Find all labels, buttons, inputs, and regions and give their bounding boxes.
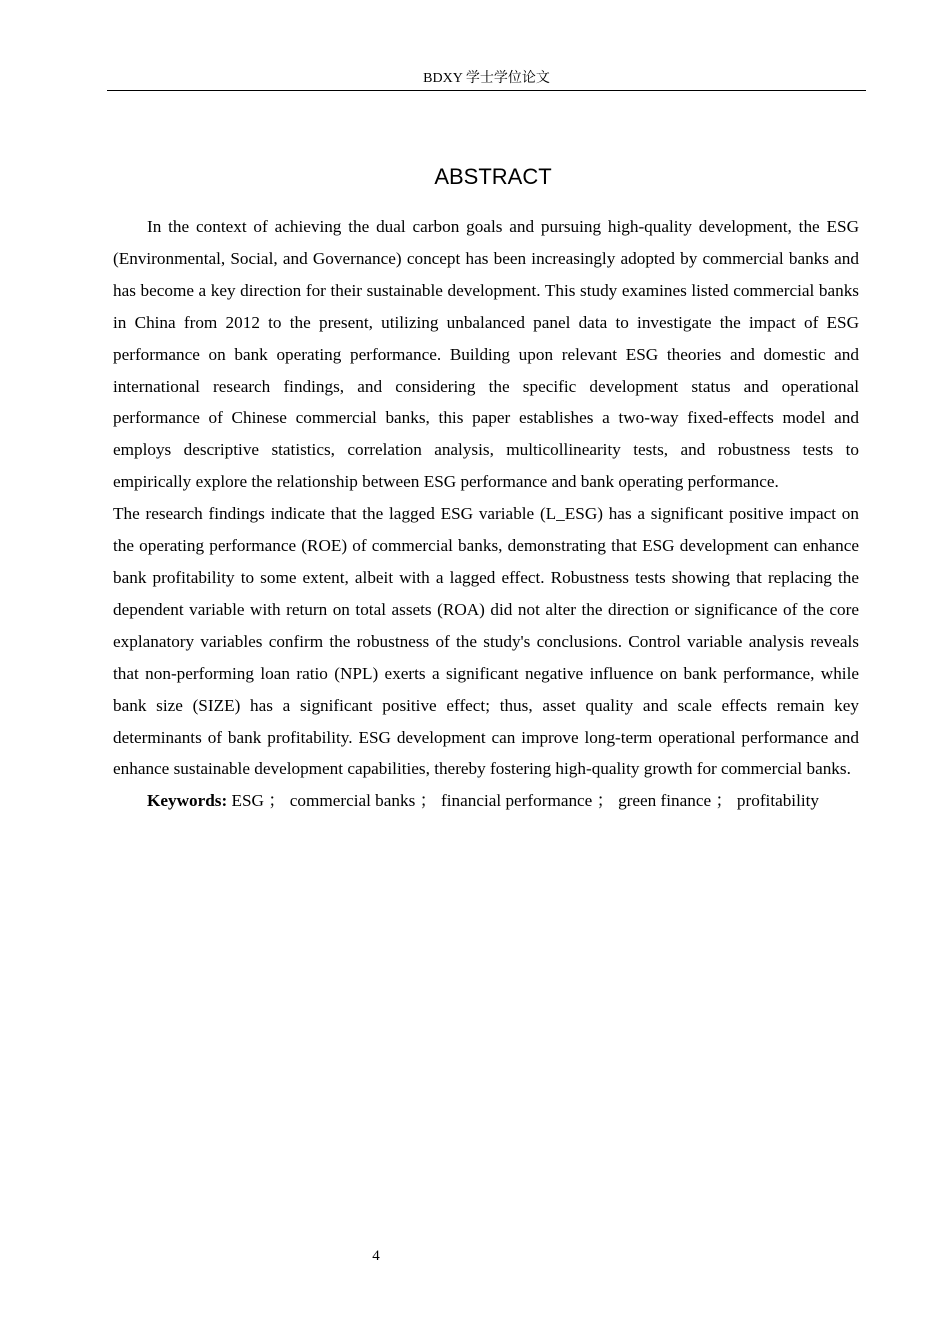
- abstract-title: ABSTRACT: [434, 163, 552, 189]
- keywords-line: [113, 785, 859, 817]
- abstract-paragraph-1: In the context of achieving the dual carbon goals and pursuing high-quality development, the ESG (Environmental, Social, and Governance) concept has been increasingly adopted by commercial banks and has become a key direction for their sustainable development. This study examines listed commercial banks in China from 2012 to the present, utilizing unbalanced panel data to investigate the impact of ESG performance on bank operating performance. Building upon relevant ESG theories and domestic and international research findings, and considering the specific development status and operational performance of Chinese commercial banks, this paper establishes a two-way fixed-effects model and employs descriptive statistics, correlation analysis, multicollinearity tests, and robustness tests to empirically explore the relationship between ESG performance and bank operating performance.: [113, 217, 859, 492]
- keywords-label: Keywords:: [147, 791, 228, 811]
- page-number: 4: [372, 1248, 380, 1264]
- running-header: BDXY 学士学位论文: [423, 71, 550, 86]
- abstract-paragraph-2: The research findings indicate that the lagged ESG variable (L_ESG) has a significant positive impact on the operating performance (ROE) of commercial banks, demonstrating that ESG development can enhance bank profitability to some extent, albeit with a lagged effect. Robustness tests showing that replacing the dependent variable with return on total assets (ROA) did not alter the direction or significance of the core explanatory variables confirm the robustness of the study's conclusions. Control variable analysis reveals that non-performing loan ratio (NPL) exerts a significant negative influence on bank performance, while bank size (SIZE) has a significant positive effect; thus, asset quality and scale effects remain key determinants of bank profitability. ESG development can improve long-term operational performance and enhance sustainable development capabilities, thereby fostering high-quality growth for commercial banks.: [113, 504, 859, 779]
- abstract-body: [113, 211, 859, 817]
- header-rule: [107, 90, 866, 91]
- keywords-text: ESG ； commercial banks ； financial performance ； green finance ； profitability: [227, 791, 820, 811]
